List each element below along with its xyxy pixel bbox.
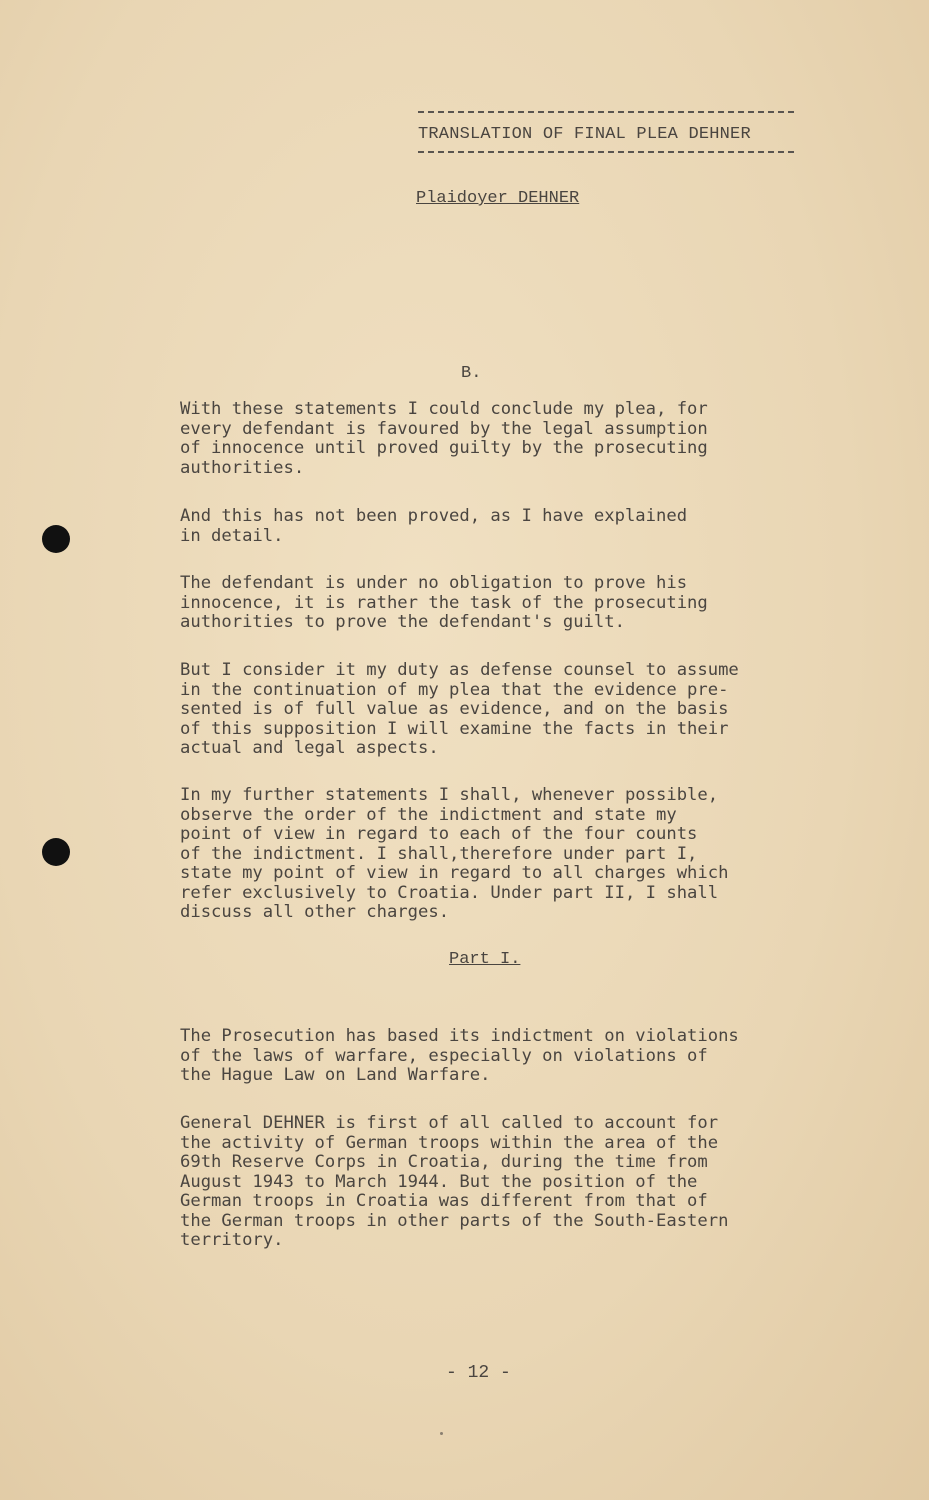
paragraph-7: General DEHNER is first of all called to account for the activity of German troops within the area of the 69th Reserve Corps in Croatia, during the time from August 1943 to March 1944. But the position of the German troops in Croatia was different from that of the German troops in other parts of the South-Eastern territory. <box>180 1113 729 1250</box>
punch-hole-top <box>42 525 70 553</box>
page-number: - 12 - <box>446 1363 511 1383</box>
paragraph-4: But I consider it my duty as defense counsel to assume in the continuation of my plea that the evidence pre- sented is of full value as evidence, and on the basis of this supposition I will examine the facts in their actual and legal aspects. <box>180 660 739 758</box>
paragraph-1: With these statements I could conclude my plea, for every defendant is favoured by the legal assumption of innocence until proved guilty by the prosecuting authorities. <box>180 399 708 478</box>
paragraph-3: The defendant is under no obligation to prove his innocence, it is rather the task of the prosecuting authorities to prove the defendant's guilt. <box>180 573 708 632</box>
paragraph-6: The Prosecution has based its indictment on violations of the laws of warfare, especially on violations of the Hague Law on Land Warfare. <box>180 1026 739 1085</box>
section-heading-b: B. <box>461 364 482 383</box>
punch-hole-bottom <box>42 838 70 866</box>
paragraph-5: In my further statements I shall, whenever possible, observe the order of the indictment and state my point of view in regard to each of the four counts of the indictment. I shall,therefore under part I, state my point of view in regard to all charges which refer exclusively to Croatia. Under part II, I shall discuss all other charges. <box>180 785 729 922</box>
document-subtitle: Plaidoyer DEHNER <box>416 189 580 208</box>
section-heading-part-1: Part I. <box>449 950 521 969</box>
bottom-dashed-rule <box>418 151 794 153</box>
document-title: TRANSLATION OF FINAL PLEA DEHNER <box>418 125 751 144</box>
top-dashed-rule <box>418 111 794 113</box>
paragraph-2: And this has not been proved, as I have explained in detail. <box>180 506 688 546</box>
paper-speck <box>440 1432 443 1435</box>
